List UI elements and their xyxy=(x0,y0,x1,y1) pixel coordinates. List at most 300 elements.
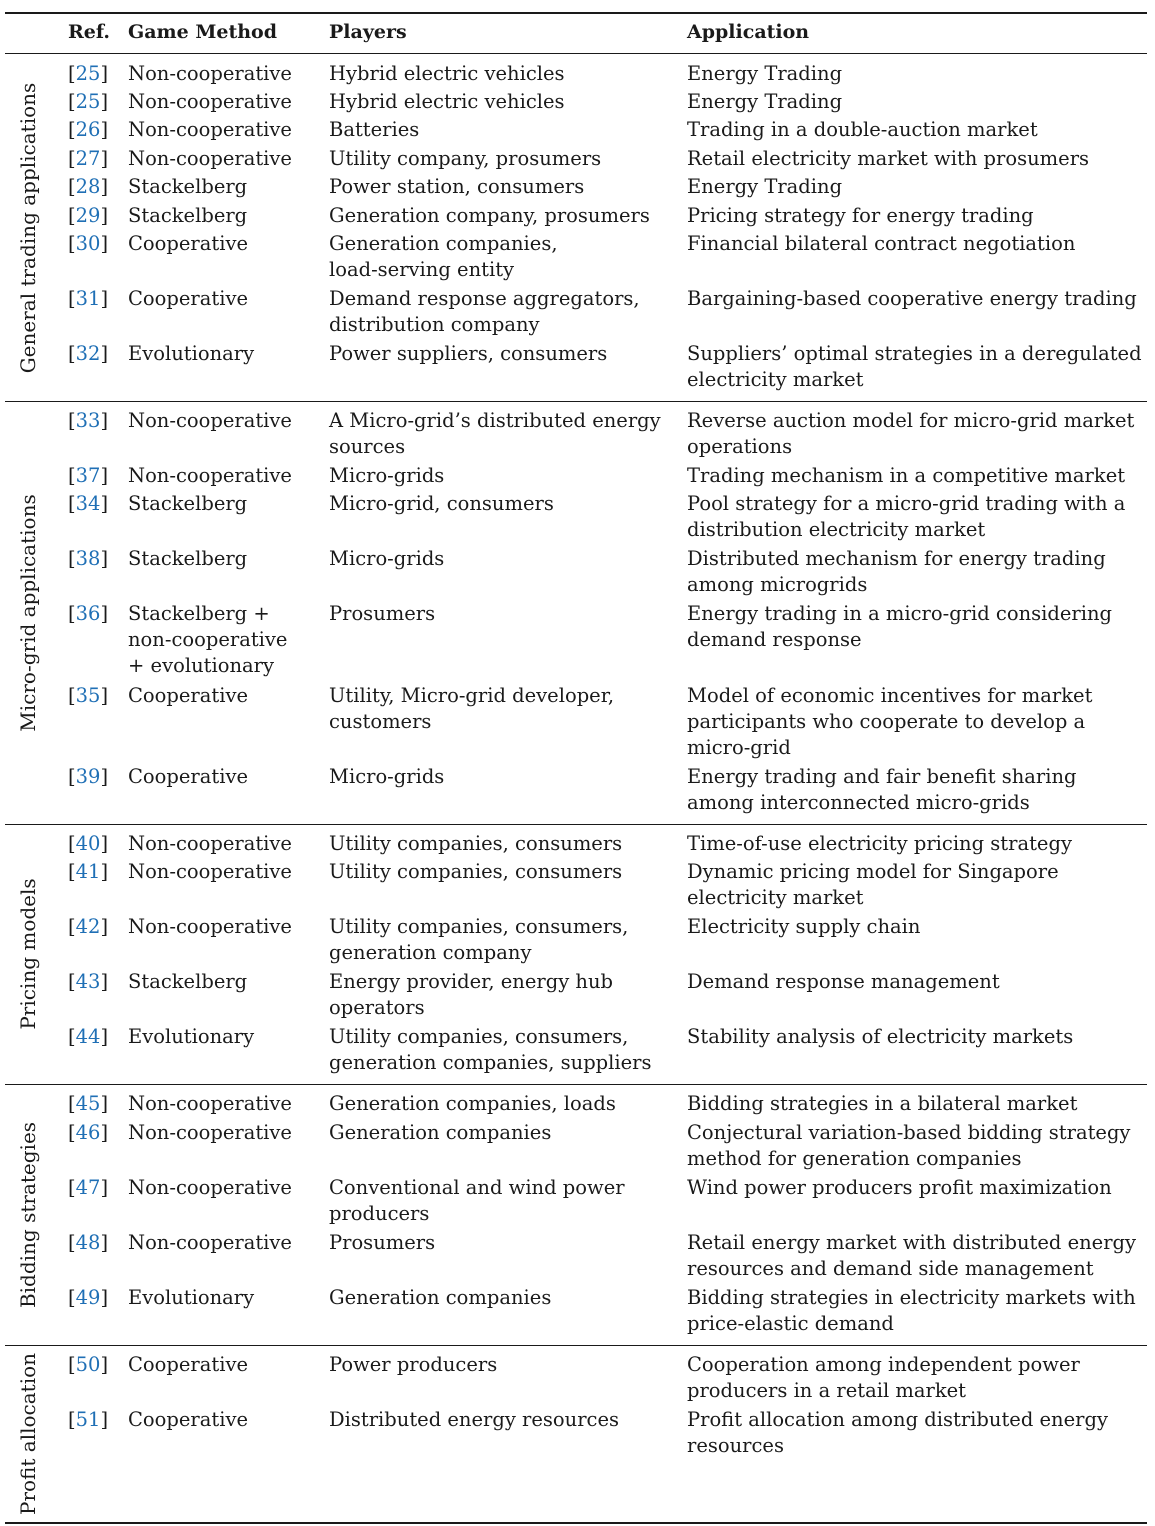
citation-link[interactable]: 49 xyxy=(75,1286,101,1309)
application-cell xyxy=(687,831,1145,857)
citation-link[interactable]: 50 xyxy=(75,1353,101,1376)
ref-cell xyxy=(68,764,122,790)
header-ref: Ref. xyxy=(68,21,110,43)
ref-bracket-close: ] xyxy=(100,860,109,883)
players-cell-line: Micro-grids xyxy=(329,464,445,487)
players-cell-line: distribution company xyxy=(329,313,540,336)
game-method-cell xyxy=(128,914,323,940)
players-cell-line: generation company xyxy=(329,941,532,964)
table-bottom-rule xyxy=(5,1522,1147,1524)
game-method-cell-line: Non-cooperative xyxy=(128,409,292,432)
game-method-cell-line: Cooperative xyxy=(128,765,248,788)
section-label-bidding-strategies: Bidding strategies xyxy=(16,1121,40,1308)
ref-bracket-open: [ xyxy=(68,287,76,310)
game-method-cell-line: Cooperative xyxy=(128,287,248,310)
ref-cell xyxy=(68,1352,122,1378)
application-cell-line: Pricing strategy for energy trading xyxy=(687,204,1034,227)
players-cell-line: Power suppliers, consumers xyxy=(329,342,608,365)
ref-bracket-open: [ xyxy=(68,970,76,993)
ref-bracket-close: ] xyxy=(100,1121,109,1144)
application-cell-line: Bidding strategies in electricity markets with xyxy=(687,1286,1136,1309)
citation-link[interactable]: 34 xyxy=(75,492,101,515)
players-cell-line: sources xyxy=(329,435,406,458)
ref-bracket-open: [ xyxy=(68,832,76,855)
ref-cell xyxy=(68,341,122,367)
application-cell-line: Energy trading and fair benefit sharing xyxy=(687,765,1077,788)
application-cell xyxy=(687,601,1145,653)
ref-cell xyxy=(68,1175,122,1201)
ref-bracket-close: ] xyxy=(100,90,109,113)
ref-bracket-open: [ xyxy=(68,1176,76,1199)
players-cell-line: Utility, Micro-grid developer, xyxy=(329,684,615,707)
ref-bracket-open: [ xyxy=(68,602,76,625)
application-cell-line: among interconnected micro-grids xyxy=(687,791,1030,814)
ref-bracket-open: [ xyxy=(68,1353,76,1376)
players-cell-line: Utility companies, consumers, xyxy=(329,915,629,938)
ref-bracket-close: ] xyxy=(100,684,109,707)
players-cell-line: Utility companies, consumers, xyxy=(329,1025,629,1048)
citation-link[interactable]: 46 xyxy=(75,1121,101,1144)
application-cell-line: among microgrids xyxy=(687,573,868,596)
ref-cell xyxy=(68,1024,122,1050)
citation-link[interactable]: 25 xyxy=(75,90,101,113)
citation-link[interactable]: 35 xyxy=(75,684,101,707)
game-method-cell-line: Cooperative xyxy=(128,684,248,707)
game-method-cell-line: Non-cooperative xyxy=(128,1231,292,1254)
game-method-cell xyxy=(128,1285,323,1311)
ref-cell xyxy=(68,231,122,257)
citation-link[interactable]: 44 xyxy=(75,1025,101,1048)
application-cell xyxy=(687,286,1145,312)
ref-bracket-close: ] xyxy=(100,118,109,141)
application-cell xyxy=(687,231,1145,257)
ref-bracket-close: ] xyxy=(100,1092,109,1115)
ref-cell xyxy=(68,969,122,995)
players-cell xyxy=(329,546,674,572)
application-cell-line: Electricity supply chain xyxy=(687,915,921,938)
citation-link[interactable]: 38 xyxy=(75,547,101,570)
application-cell-line: micro-grid xyxy=(687,736,791,759)
ref-bracket-close: ] xyxy=(100,147,109,170)
game-method-cell xyxy=(128,1230,323,1256)
ref-bracket-close: ] xyxy=(100,547,109,570)
ref-bracket-open: [ xyxy=(68,1408,76,1431)
ref-bracket-close: ] xyxy=(100,1231,109,1254)
application-cell-line: Conjectural variation-based bidding strategy xyxy=(687,1121,1131,1144)
citation-link[interactable]: 26 xyxy=(75,118,101,141)
game-method-cell xyxy=(128,683,323,709)
game-method-cell xyxy=(128,174,323,200)
players-cell xyxy=(329,408,674,460)
players-cell xyxy=(329,859,674,885)
ref-bracket-open: [ xyxy=(68,147,76,170)
game-method-cell-line: Stackelberg xyxy=(128,204,248,227)
players-cell-line: Hybrid electric vehicles xyxy=(329,62,565,85)
players-cell-line: producers xyxy=(329,1202,430,1225)
game-method-cell xyxy=(128,1352,323,1378)
players-cell-line: Generation companies xyxy=(329,1286,552,1309)
application-cell xyxy=(687,1230,1145,1282)
application-cell-line: Pool strategy for a micro-grid trading with a xyxy=(687,492,1126,515)
application-cell xyxy=(687,859,1145,911)
game-method-cell xyxy=(128,463,323,489)
players-cell-line: Generation companies xyxy=(329,1121,552,1144)
citation-link[interactable]: 51 xyxy=(75,1408,101,1431)
players-cell xyxy=(329,146,674,172)
game-method-cell xyxy=(128,146,323,172)
citation-link[interactable]: 39 xyxy=(75,765,101,788)
players-cell xyxy=(329,117,674,143)
application-cell-line: Bargaining-based cooperative energy trading xyxy=(687,287,1137,310)
game-method-cell xyxy=(128,89,323,115)
application-cell-line: Trading in a double-auction market xyxy=(687,118,1038,141)
game-method-cell xyxy=(128,231,323,257)
ref-cell xyxy=(68,914,122,940)
citation-link[interactable]: 33 xyxy=(75,409,101,432)
application-cell-line: Retail electricity market with prosumers xyxy=(687,147,1090,170)
application-cell-line: Dynamic pricing model for Singapore xyxy=(687,860,1059,883)
application-cell-line: resources and demand side management xyxy=(687,1257,1094,1280)
players-cell-line: Demand response aggregators, xyxy=(329,287,640,310)
game-method-cell-line: Evolutionary xyxy=(128,342,255,365)
ref-cell xyxy=(68,1091,122,1117)
game-method-cell-line: Evolutionary xyxy=(128,1286,255,1309)
citation-link[interactable]: 45 xyxy=(75,1092,101,1115)
ref-bracket-close: ] xyxy=(100,832,109,855)
ref-bracket-open: [ xyxy=(68,409,76,432)
ref-bracket-open: [ xyxy=(68,1231,76,1254)
section-rule xyxy=(5,401,1147,402)
players-cell xyxy=(329,1120,674,1146)
application-cell xyxy=(687,764,1145,816)
ref-cell xyxy=(68,61,122,87)
players-cell xyxy=(329,61,674,87)
game-method-cell-line: Non-cooperative xyxy=(128,860,292,883)
application-cell xyxy=(687,463,1145,489)
players-cell-line: generation companies, suppliers xyxy=(329,1051,652,1074)
citation-link[interactable]: 42 xyxy=(75,915,101,938)
game-method-cell xyxy=(128,203,323,229)
ref-bracket-open: [ xyxy=(68,232,76,255)
application-cell-line: Energy Trading xyxy=(687,62,843,85)
game-method-cell-line: Stackelberg xyxy=(128,492,248,515)
game-method-cell xyxy=(128,1120,323,1146)
game-method-cell-line: Non-cooperative xyxy=(128,1092,292,1115)
application-cell xyxy=(687,1407,1145,1459)
game-method-cell xyxy=(128,764,323,790)
application-cell-line: Retail energy market with distributed energy xyxy=(687,1231,1137,1254)
header-application: Application xyxy=(687,21,810,43)
game-method-cell-line: Stackelberg xyxy=(128,175,248,198)
ref-cell xyxy=(68,859,122,885)
ref-bracket-open: [ xyxy=(68,1121,76,1144)
citation-link[interactable]: 27 xyxy=(75,147,101,170)
players-cell xyxy=(329,203,674,229)
players-cell-line: Power station, consumers xyxy=(329,175,585,198)
game-method-cell-line: Non-cooperative xyxy=(128,90,292,113)
players-cell-line: load-serving entity xyxy=(329,258,515,281)
application-cell-line: Energy Trading xyxy=(687,175,843,198)
players-cell xyxy=(329,1352,674,1378)
ref-bracket-open: [ xyxy=(68,1286,76,1309)
application-cell-line: Energy Trading xyxy=(687,90,843,113)
players-cell xyxy=(329,764,674,790)
players-cell xyxy=(329,914,674,966)
application-cell-line: Distributed mechanism for energy trading xyxy=(687,547,1106,570)
game-method-cell-line: non-cooperative xyxy=(128,628,288,651)
players-cell xyxy=(329,601,674,627)
game-method-cell-line: Non-cooperative xyxy=(128,464,292,487)
game-method-cell-line: Non-cooperative xyxy=(128,147,292,170)
citation-link[interactable]: 31 xyxy=(75,287,101,310)
citation-link[interactable]: 41 xyxy=(75,860,101,883)
application-cell-line: Trading mechanism in a competitive market xyxy=(687,464,1126,487)
game-method-cell-line: Cooperative xyxy=(128,1408,248,1431)
ref-cell xyxy=(68,491,122,517)
application-cell xyxy=(687,546,1145,598)
application-cell-line: Energy trading in a micro-grid considering xyxy=(687,602,1113,625)
citation-link[interactable]: 30 xyxy=(75,232,101,255)
ref-cell xyxy=(68,1120,122,1146)
ref-cell xyxy=(68,683,122,709)
players-cell xyxy=(329,1091,674,1117)
ref-cell xyxy=(68,146,122,172)
application-cell xyxy=(687,174,1145,200)
application-cell-line: Wind power producers profit maximization xyxy=(687,1176,1112,1199)
players-cell-line: operators xyxy=(329,996,425,1019)
players-cell xyxy=(329,286,674,338)
application-cell xyxy=(687,89,1145,115)
players-cell-line: Generation companies, xyxy=(329,232,558,255)
application-cell xyxy=(687,146,1145,172)
ref-cell xyxy=(68,1285,122,1311)
players-cell xyxy=(329,341,674,367)
ref-bracket-close: ] xyxy=(100,204,109,227)
ref-bracket-open: [ xyxy=(68,204,76,227)
citation-link[interactable]: 28 xyxy=(75,175,101,198)
players-cell-line: A Micro-grid’s distributed energy xyxy=(329,409,661,432)
citation-link[interactable]: 43 xyxy=(75,970,101,993)
players-cell-line: Hybrid electric vehicles xyxy=(329,90,565,113)
citation-link[interactable]: 37 xyxy=(75,464,101,487)
application-cell-line: Demand response management xyxy=(687,970,1000,993)
application-cell-line: Financial bilateral contract negotiation xyxy=(687,232,1076,255)
application-cell-line: Time-of-use electricity pricing strategy xyxy=(687,832,1072,855)
players-cell xyxy=(329,463,674,489)
ref-bracket-close: ] xyxy=(100,287,109,310)
players-cell-line: Micro-grid, consumers xyxy=(329,492,554,515)
ref-bracket-close: ] xyxy=(100,342,109,365)
game-method-cell xyxy=(128,831,323,857)
header-game-method: Game Method xyxy=(128,21,278,43)
section-label-profit-allocation: Profit allocation xyxy=(16,1352,40,1515)
ref-bracket-close: ] xyxy=(100,175,109,198)
ref-cell xyxy=(68,408,122,434)
citation-link[interactable]: 25 xyxy=(75,62,101,85)
application-cell xyxy=(687,1352,1145,1404)
ref-bracket-close: ] xyxy=(100,765,109,788)
players-cell xyxy=(329,831,674,857)
ref-bracket-open: [ xyxy=(68,860,76,883)
players-cell-line: Batteries xyxy=(329,118,420,141)
players-cell-line: customers xyxy=(329,710,432,733)
ref-bracket-open: [ xyxy=(68,342,76,365)
players-cell-line: Conventional and wind power xyxy=(329,1176,625,1199)
ref-bracket-open: [ xyxy=(68,492,76,515)
application-cell xyxy=(687,408,1145,460)
citation-link[interactable]: 29 xyxy=(75,204,101,227)
players-cell xyxy=(329,683,674,735)
game-method-cell-line: Cooperative xyxy=(128,1353,248,1376)
game-method-cell-line: Non-cooperative xyxy=(128,832,292,855)
application-cell-line: Bidding strategies in a bilateral market xyxy=(687,1092,1078,1115)
players-cell-line: Generation companies, loads xyxy=(329,1092,616,1115)
ref-cell xyxy=(68,546,122,572)
application-cell xyxy=(687,117,1145,143)
players-cell xyxy=(329,1175,674,1227)
citation-link[interactable]: 48 xyxy=(75,1231,101,1254)
ref-bracket-close: ] xyxy=(100,915,109,938)
ref-cell xyxy=(68,601,122,627)
ref-bracket-close: ] xyxy=(100,409,109,432)
application-cell xyxy=(687,61,1145,87)
game-method-cell xyxy=(128,969,323,995)
ref-cell xyxy=(68,89,122,115)
game-method-cell xyxy=(128,1175,323,1201)
section-rule xyxy=(5,1084,1147,1085)
players-cell-line: Utility companies, consumers xyxy=(329,860,623,883)
game-method-cell-line: Non-cooperative xyxy=(128,62,292,85)
game-method-cell-line: Cooperative xyxy=(128,232,248,255)
ref-cell xyxy=(68,286,122,312)
application-cell xyxy=(687,203,1145,229)
players-cell-line: Utility companies, consumers xyxy=(329,832,623,855)
ref-bracket-open: [ xyxy=(68,62,76,85)
game-method-cell xyxy=(128,117,323,143)
application-cell-line: electricity market xyxy=(687,368,864,391)
game-method-cell xyxy=(128,341,323,367)
application-cell-line: demand response xyxy=(687,628,862,651)
application-cell xyxy=(687,1285,1145,1337)
ref-bracket-close: ] xyxy=(100,232,109,255)
ref-cell xyxy=(68,1407,122,1433)
game-method-cell xyxy=(128,546,323,572)
ref-bracket-open: [ xyxy=(68,915,76,938)
ref-bracket-close: ] xyxy=(100,62,109,85)
application-cell xyxy=(687,1175,1145,1201)
application-cell xyxy=(687,491,1145,543)
ref-bracket-open: [ xyxy=(68,464,76,487)
players-cell-line: Utility company, prosumers xyxy=(329,147,602,170)
ref-bracket-close: ] xyxy=(100,492,109,515)
ref-cell xyxy=(68,1230,122,1256)
application-cell-line: electricity market xyxy=(687,886,864,909)
game-method-cell-line: Non-cooperative xyxy=(128,1176,292,1199)
game-method-cell-line: Stackelberg + xyxy=(128,602,270,625)
ref-bracket-open: [ xyxy=(68,175,76,198)
game-method-cell-line: Evolutionary xyxy=(128,1025,255,1048)
ref-cell xyxy=(68,463,122,489)
players-cell-line: Energy provider, energy hub xyxy=(329,970,614,993)
application-cell-line: Cooperation among independent power xyxy=(687,1353,1080,1376)
players-cell-line: Generation company, prosumers xyxy=(329,204,650,227)
ref-cell xyxy=(68,174,122,200)
ref-bracket-close: ] xyxy=(100,970,109,993)
players-cell xyxy=(329,174,674,200)
table-top-rule xyxy=(5,12,1147,14)
players-cell-line: Micro-grids xyxy=(329,765,445,788)
application-cell-line: producers in a retail market xyxy=(687,1379,967,1402)
application-cell-line: method for generation companies xyxy=(687,1147,1022,1170)
players-cell-line: Prosumers xyxy=(329,1231,436,1254)
application-cell-line: participants who cooperate to develop a xyxy=(687,710,1086,733)
citation-link[interactable]: 40 xyxy=(75,832,101,855)
ref-bracket-open: [ xyxy=(68,765,76,788)
application-cell-line: Suppliers’ optimal strategies in a deregulated xyxy=(687,342,1142,365)
section-rule xyxy=(5,824,1147,825)
ref-cell xyxy=(68,117,122,143)
game-method-cell xyxy=(128,286,323,312)
header-rule xyxy=(5,53,1147,54)
players-cell xyxy=(329,969,674,1021)
citation-link[interactable]: 47 xyxy=(75,1176,101,1199)
game-method-cell-line: Non-cooperative xyxy=(128,915,292,938)
application-cell-line: operations xyxy=(687,435,793,458)
ref-bracket-open: [ xyxy=(68,547,76,570)
players-cell-line: Power producers xyxy=(329,1353,498,1376)
players-cell xyxy=(329,1230,674,1256)
application-cell xyxy=(687,914,1145,940)
application-cell-line: Profit allocation among distributed energy xyxy=(687,1408,1108,1431)
players-cell xyxy=(329,89,674,115)
players-cell xyxy=(329,491,674,517)
game-method-cell-line: Stackelberg xyxy=(128,970,248,993)
application-cell-line: Model of economic incentives for market xyxy=(687,684,1093,707)
section-rule xyxy=(5,1345,1147,1346)
ref-bracket-close: ] xyxy=(100,464,109,487)
application-cell-line: distribution electricity market xyxy=(687,518,986,541)
section-label-micro-grid-applications: Micro-grid applications xyxy=(16,493,40,732)
game-method-cell xyxy=(128,491,323,517)
ref-cell xyxy=(68,831,122,857)
game-method-cell xyxy=(128,1091,323,1117)
application-cell xyxy=(687,969,1145,995)
application-cell-line: resources xyxy=(687,1434,784,1457)
ref-bracket-open: [ xyxy=(68,118,76,141)
game-method-cell xyxy=(128,408,323,434)
citation-link[interactable]: 32 xyxy=(75,342,101,365)
citation-link[interactable]: 36 xyxy=(75,602,101,625)
game-method-cell xyxy=(128,859,323,885)
game-method-cell xyxy=(128,61,323,87)
application-cell xyxy=(687,683,1145,761)
game-method-cell-line: + evolutionary xyxy=(128,654,274,677)
application-cell xyxy=(687,1024,1145,1050)
section-label-pricing-models: Pricing models xyxy=(16,878,40,1030)
ref-bracket-open: [ xyxy=(68,90,76,113)
ref-bracket-close: ] xyxy=(100,1176,109,1199)
ref-cell xyxy=(68,203,122,229)
ref-bracket-close: ] xyxy=(100,1408,109,1431)
ref-bracket-open: [ xyxy=(68,1092,76,1115)
application-cell-line: Reverse auction model for micro-grid market xyxy=(687,409,1135,432)
ref-bracket-close: ] xyxy=(100,602,109,625)
section-label-general-trading-applications: General trading applications xyxy=(16,82,40,373)
players-cell-line: Distributed energy resources xyxy=(329,1408,619,1431)
application-cell xyxy=(687,1120,1145,1172)
players-cell xyxy=(329,1024,674,1076)
game-method-cell xyxy=(128,601,323,679)
